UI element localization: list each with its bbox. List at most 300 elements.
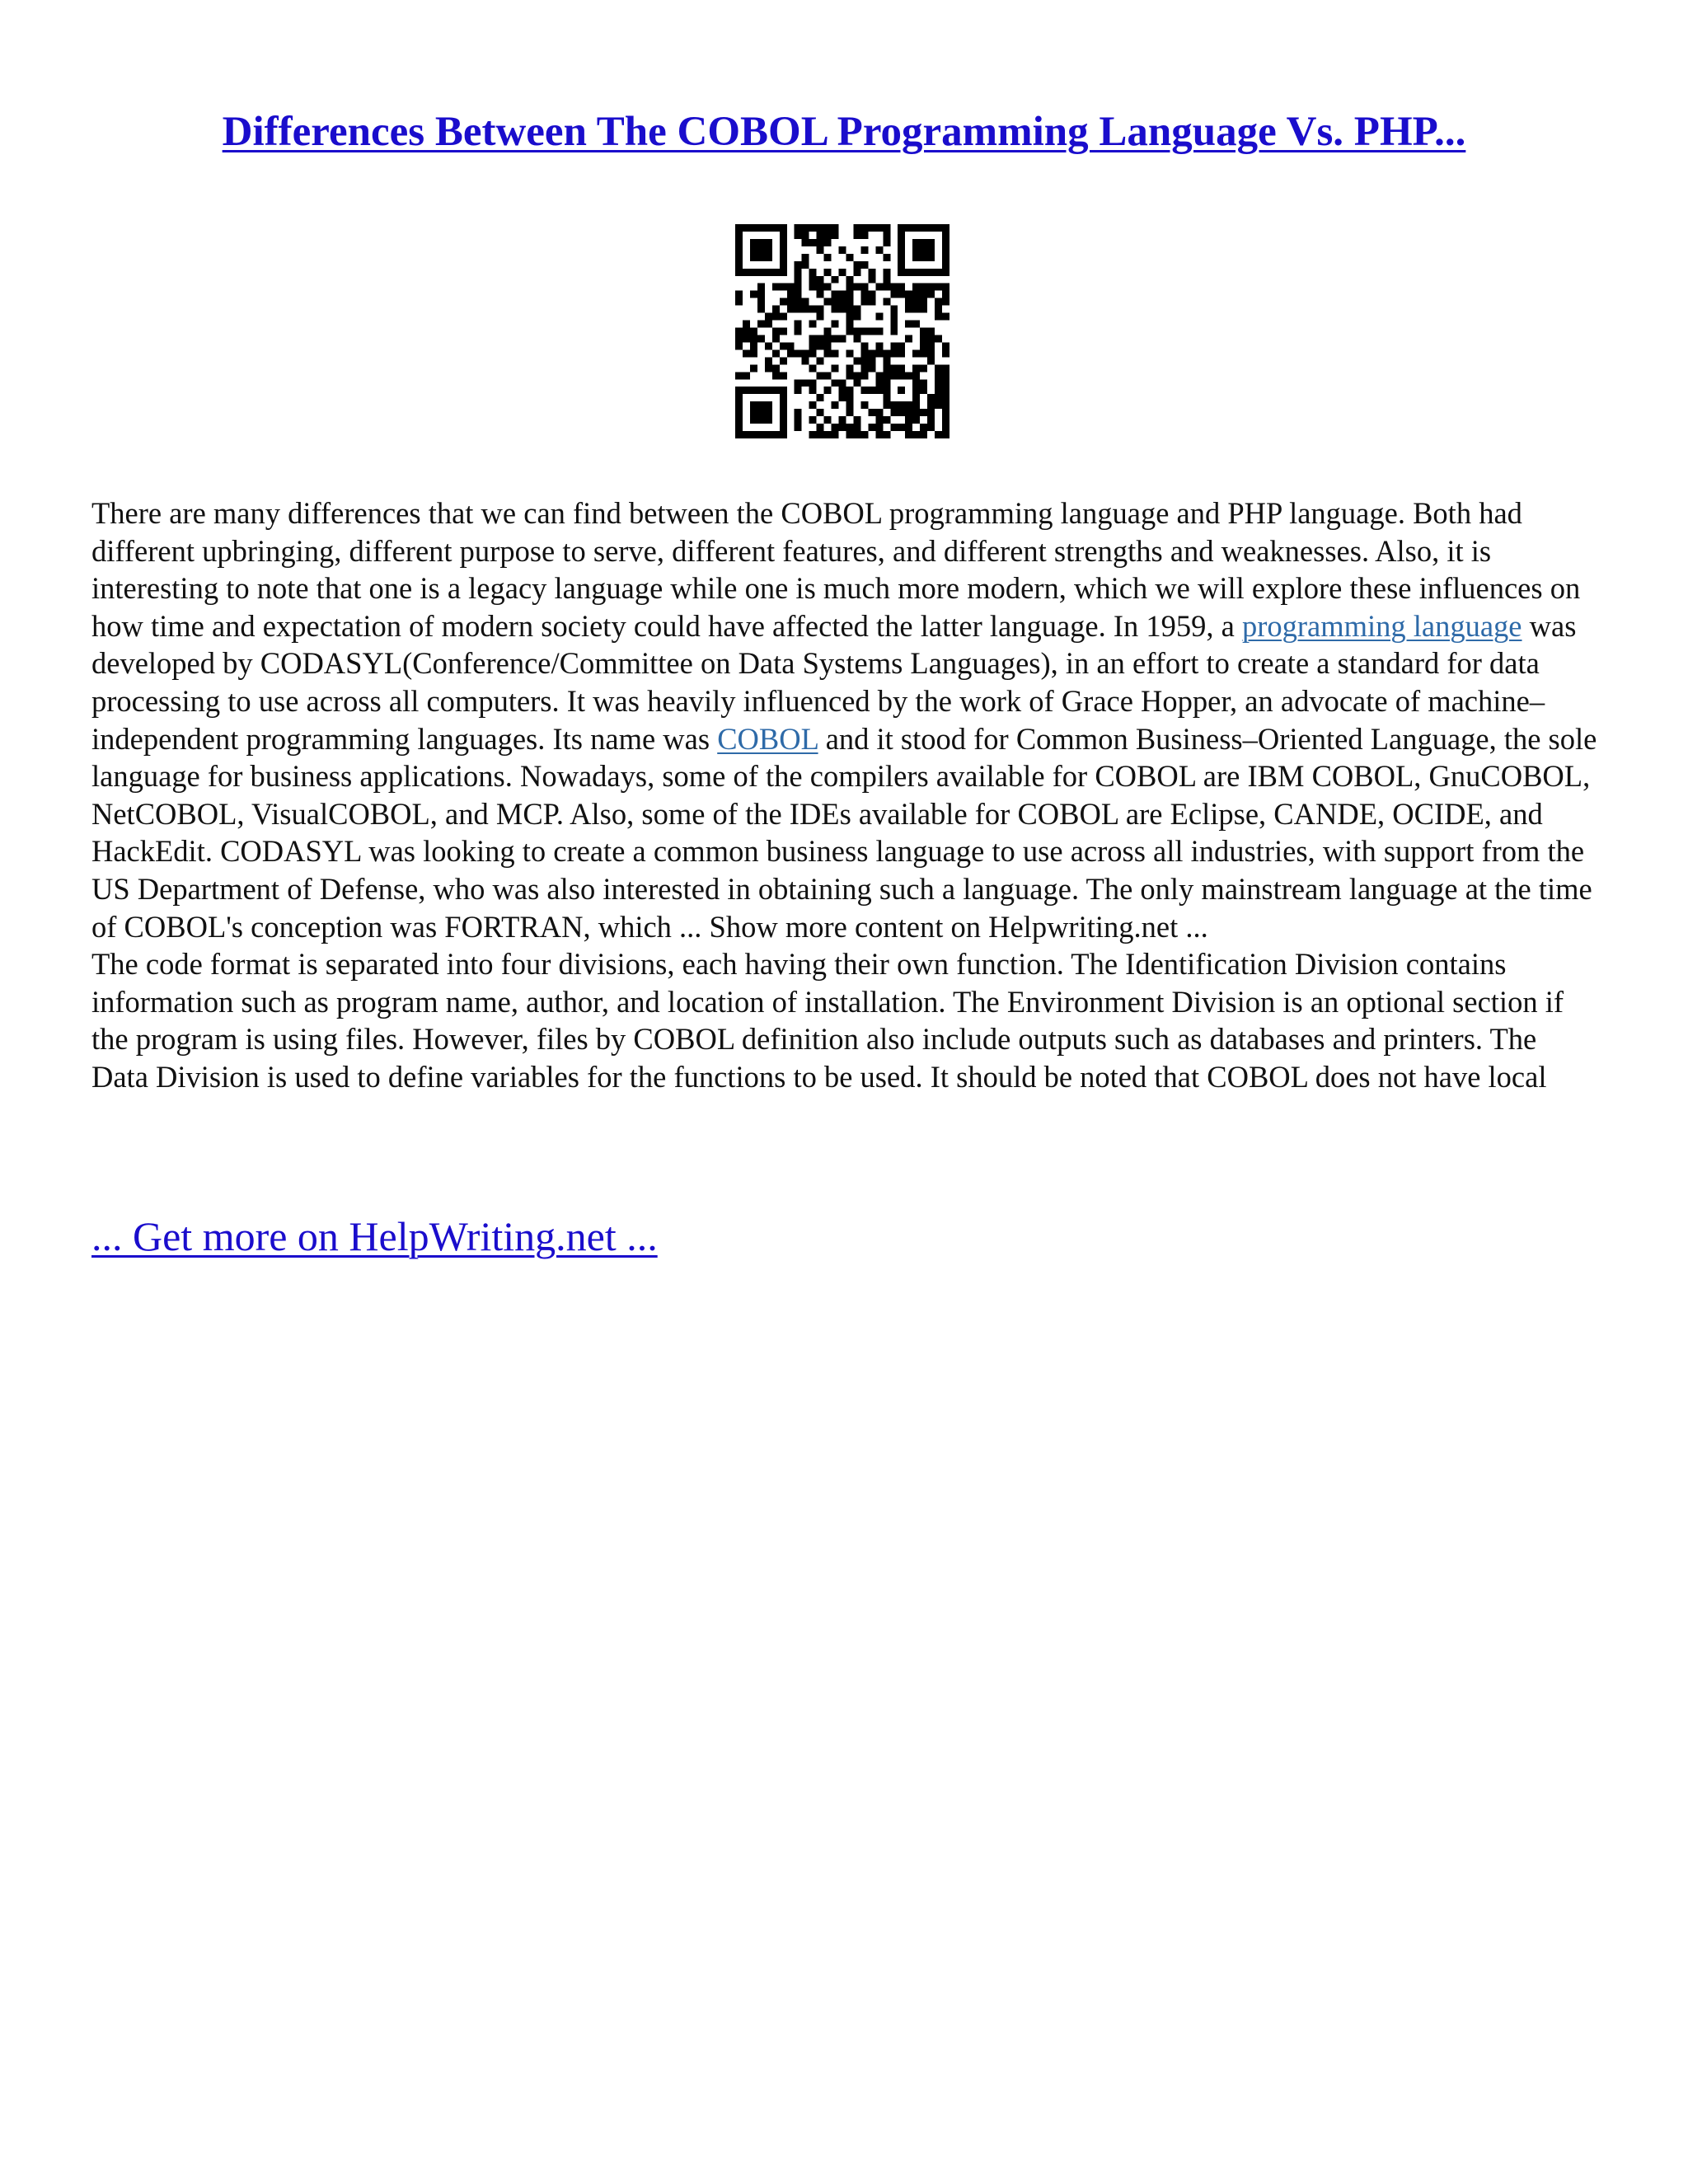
qr-module (890, 409, 898, 416)
qr-module (875, 424, 883, 431)
qr-module (802, 239, 809, 246)
qr-module (853, 261, 860, 269)
qr-module (795, 349, 802, 357)
qr-module (860, 328, 868, 335)
qr-module (839, 291, 846, 298)
qr-module (750, 401, 757, 409)
qr-module (750, 239, 757, 246)
qr-module (927, 269, 935, 276)
qr-module (743, 321, 750, 328)
qr-module (927, 291, 935, 298)
qr-module (824, 349, 832, 357)
qr-module (750, 431, 757, 438)
qr-module (832, 298, 839, 306)
qr-module (853, 313, 860, 321)
qr-module (853, 269, 860, 276)
title-link[interactable]: Differences Between The COBOL Programming Language Vs. PHP... (222, 109, 1466, 155)
qr-module (890, 349, 898, 357)
qr-module (757, 224, 765, 232)
qr-module (875, 379, 883, 387)
qr-module (750, 387, 757, 394)
qr-module (787, 298, 795, 306)
qr-module (743, 387, 750, 394)
qr-module (757, 246, 765, 254)
qr-module (890, 291, 898, 298)
qr-module (780, 254, 787, 261)
qr-module (912, 394, 920, 401)
qr-module (868, 328, 875, 335)
qr-module (795, 284, 802, 291)
qr-module (883, 364, 890, 372)
qr-module (735, 239, 743, 246)
qr-module (942, 349, 950, 357)
qr-module (735, 387, 743, 394)
qr-module (875, 284, 883, 291)
qr-module (868, 387, 875, 394)
qr-module (942, 246, 950, 254)
qr-module (772, 306, 780, 313)
qr-module (780, 357, 787, 364)
qr-module (832, 276, 839, 284)
qr-module (890, 401, 898, 409)
qr-module (743, 328, 750, 335)
qr-module (757, 335, 765, 342)
qr-module (942, 394, 950, 401)
qr-module (875, 328, 883, 335)
qr-module (942, 224, 950, 232)
qr-module (905, 372, 912, 379)
qr-module (817, 276, 824, 284)
qr-module (927, 335, 935, 342)
qr-module (757, 284, 765, 291)
qr-module (905, 335, 912, 342)
qr-module (839, 416, 846, 424)
qr-module (942, 232, 950, 239)
qr-module (832, 232, 839, 239)
qr-module (942, 409, 950, 416)
qr-module (795, 387, 802, 394)
qr-module (750, 342, 757, 349)
qr-module (839, 269, 846, 276)
qr-module (920, 328, 927, 335)
qr-module (824, 298, 832, 306)
qr-module (809, 342, 817, 349)
qr-module (875, 342, 883, 349)
qr-module (898, 401, 905, 409)
qr-module (853, 224, 860, 232)
qr-module (802, 261, 809, 269)
qr-module (905, 298, 912, 306)
qr-module (860, 431, 868, 438)
qr-module (809, 239, 817, 246)
qr-module (883, 349, 890, 357)
qr-module (898, 254, 905, 261)
qr-module (883, 224, 890, 232)
qr-module (920, 409, 927, 416)
qr-module (912, 291, 920, 298)
qr-module (860, 224, 868, 232)
qr-module (898, 409, 905, 416)
qr-module (898, 424, 905, 431)
qr-module (765, 357, 772, 364)
qr-module (757, 321, 765, 328)
qr-module (853, 306, 860, 313)
qr-module (912, 431, 920, 438)
qr-module (750, 291, 757, 298)
qr-module (942, 254, 950, 261)
qr-module (846, 321, 853, 328)
qr-module (920, 298, 927, 306)
qr-module (765, 313, 772, 321)
qr-module (735, 394, 743, 401)
qr-module (898, 387, 905, 394)
qr-module (832, 424, 839, 431)
qr-module (868, 224, 875, 232)
qr-module (780, 246, 787, 254)
qr-module (853, 431, 860, 438)
paragraph-1-text-c: and it stood for Common Business–Oriented Language, the sole language for business applications. Nowadays, some of the compilers available for COBOL are IBM COBOL, GnuCOBOL, NetCOBOL, VisualCOBOL, and MCP. Also, some of the IDEs available for COBOL are Eclipse, CANDE, OCIDE, and HackEdit. CODASYL was looking to create a common business language to use across all industries, with support from the US Department of Defense, who was also interested in obtaining such a language. The only mainstream language at the time of COBOL's conception was FORTRAN, which ... Show more content on Helpwriting.net ... (91, 721, 1597, 944)
qr-module (780, 313, 787, 321)
qr-module (898, 284, 905, 291)
qr-module (883, 401, 890, 409)
qr-module (787, 349, 795, 357)
qr-module (883, 254, 890, 261)
qr-module (795, 424, 802, 431)
qr-module (832, 379, 839, 387)
qr-module (942, 401, 950, 409)
qr-module (875, 224, 883, 232)
qr-module (735, 269, 743, 276)
qr-module (795, 261, 802, 269)
qr-module (846, 424, 853, 431)
qr-module (920, 291, 927, 298)
get-more-link[interactable]: ... Get more on HelpWriting.net ... (91, 1213, 658, 1259)
qr-module (787, 284, 795, 291)
qr-module (927, 246, 935, 254)
qr-module (809, 284, 817, 291)
qr-module (935, 394, 942, 401)
qr-module (942, 372, 950, 379)
qr-module (824, 284, 832, 291)
qr-module (802, 298, 809, 306)
qr-module (735, 416, 743, 424)
qr-module (780, 401, 787, 409)
qr-module (942, 342, 950, 349)
qr-module (787, 291, 795, 298)
qr-module (912, 246, 920, 254)
qr-module (839, 424, 846, 431)
qr-module (905, 401, 912, 409)
qr-module (824, 254, 832, 261)
qr-module (942, 261, 950, 269)
qr-module (935, 372, 942, 379)
qr-module (912, 284, 920, 291)
qr-module (772, 284, 780, 291)
qr-module (935, 401, 942, 409)
qr-module (839, 387, 846, 394)
qr-module (927, 424, 935, 431)
qr-module (795, 379, 802, 387)
qr-module (780, 239, 787, 246)
qr-module (824, 431, 832, 438)
qr-module (750, 269, 757, 276)
qr-module (772, 269, 780, 276)
qr-module (890, 284, 898, 291)
qr-module (868, 291, 875, 298)
qr-module (920, 379, 927, 387)
qr-module (890, 372, 898, 379)
qr-module (935, 269, 942, 276)
qr-module (920, 269, 927, 276)
qr-module (927, 357, 935, 364)
qr-module (839, 379, 846, 387)
qr-module (942, 387, 950, 394)
qr-module (757, 306, 765, 313)
qr-module (912, 364, 920, 372)
qr-module (824, 239, 832, 246)
qr-module (780, 328, 787, 335)
qr-module (905, 306, 912, 313)
qr-module (765, 269, 772, 276)
qr-module (839, 306, 846, 313)
qr-module (757, 416, 765, 424)
qr-module (750, 416, 757, 424)
qr-module (832, 224, 839, 232)
qr-module (817, 306, 824, 313)
qr-module (935, 313, 942, 321)
qr-module (860, 246, 868, 254)
qr-module (772, 349, 780, 357)
qr-module (860, 261, 868, 269)
qr-module (853, 379, 860, 387)
qr-module (795, 276, 802, 284)
qr-module (912, 379, 920, 387)
qr-module (920, 254, 927, 261)
qr-module (743, 224, 750, 232)
qr-module (853, 335, 860, 342)
get-more-link-container (91, 1212, 658, 1261)
qr-module (802, 379, 809, 387)
qr-module (832, 306, 839, 313)
qr-module (824, 342, 832, 349)
qr-module (860, 401, 868, 409)
qr-module (920, 224, 927, 232)
qr-module (750, 328, 757, 335)
qr-module (905, 291, 912, 298)
qr-module (942, 364, 950, 372)
qr-module (860, 372, 868, 379)
qr-module (795, 416, 802, 424)
qr-module (735, 246, 743, 254)
qr-module (735, 261, 743, 269)
qr-module (772, 372, 780, 379)
qr-module (824, 232, 832, 239)
qr-module (875, 416, 883, 424)
qr-module (802, 224, 809, 232)
qr-module (809, 349, 817, 357)
qr-module (920, 284, 927, 291)
qr-module (868, 424, 875, 431)
qr-module (757, 401, 765, 409)
qr-module (912, 372, 920, 379)
qr-module (942, 298, 950, 306)
qr-module (780, 342, 787, 349)
qr-module (846, 394, 853, 401)
qr-module (824, 224, 832, 232)
qr-module (832, 364, 839, 372)
qr-module (942, 431, 950, 438)
qr-module (735, 342, 743, 349)
qr-module (942, 379, 950, 387)
qr-module (824, 387, 832, 394)
qr-module (846, 372, 853, 379)
qr-module (750, 246, 757, 254)
qr-module (875, 246, 883, 254)
qr-module (802, 254, 809, 261)
qr-module (817, 284, 824, 291)
qr-module (912, 349, 920, 357)
qr-module (735, 372, 743, 379)
qr-module (846, 349, 853, 357)
qr-module (927, 254, 935, 261)
qr-module (772, 387, 780, 394)
qr-module (927, 349, 935, 357)
qr-module (795, 409, 802, 416)
qr-module (765, 254, 772, 261)
qr-module (942, 284, 950, 291)
qr-module (875, 349, 883, 357)
qr-module (912, 387, 920, 394)
qr-module (780, 431, 787, 438)
qr-module (898, 261, 905, 269)
qr-module (853, 424, 860, 431)
qr-module (809, 306, 817, 313)
qr-module (780, 416, 787, 424)
qr-module (942, 239, 950, 246)
qr-module (912, 321, 920, 328)
programming-language-link[interactable]: programming language (1241, 608, 1522, 643)
qr-module (846, 276, 853, 284)
qr-module (920, 364, 927, 372)
qr-module (780, 424, 787, 431)
qr-module (795, 232, 802, 239)
qr-module (860, 232, 868, 239)
qr-module (942, 424, 950, 431)
qr-module (883, 431, 890, 438)
qr-module (765, 342, 772, 349)
qr-module (780, 224, 787, 232)
qr-module (853, 416, 860, 424)
qr-module (875, 431, 883, 438)
qr-module (795, 328, 802, 335)
qr-module (883, 416, 890, 424)
qr-module (935, 364, 942, 372)
qr-module (875, 313, 883, 321)
qr-module (912, 306, 920, 313)
qr-module (765, 224, 772, 232)
qr-module (780, 298, 787, 306)
qr-module (765, 431, 772, 438)
qr-module (809, 387, 817, 394)
qr-module (898, 232, 905, 239)
qr-module (905, 269, 912, 276)
qr-module (905, 321, 912, 328)
qr-module (927, 342, 935, 349)
qr-module (890, 364, 898, 372)
qr-module (846, 298, 853, 306)
qr-module (927, 239, 935, 246)
qr-module (757, 431, 765, 438)
qr-module (824, 269, 832, 276)
qr-module (875, 409, 883, 416)
qr-module (817, 357, 824, 364)
qr-module (868, 349, 875, 357)
qr-module (817, 232, 824, 239)
qr-module (935, 335, 942, 342)
qr-module (809, 321, 817, 328)
qr-module (905, 224, 912, 232)
qr-module (890, 342, 898, 349)
qr-module (890, 321, 898, 328)
qr-module (883, 357, 890, 364)
qr-module (883, 232, 890, 239)
qr-module (868, 269, 875, 276)
qr-module (750, 364, 757, 372)
page-title (0, 105, 1688, 158)
qr-module (898, 246, 905, 254)
qr-module (765, 246, 772, 254)
qr-module (860, 357, 868, 364)
qr-module (912, 298, 920, 306)
qr-module (809, 269, 817, 276)
qr-module (817, 424, 824, 431)
qr-module (765, 416, 772, 424)
qr-module (735, 298, 743, 306)
qr-module (898, 239, 905, 246)
qr-module (743, 431, 750, 438)
qr-module (927, 394, 935, 401)
qr-module (772, 328, 780, 335)
qr-module (750, 254, 757, 261)
cobol-link[interactable]: COBOL (717, 721, 818, 756)
qr-module (912, 239, 920, 246)
qr-module (817, 431, 824, 438)
qr-module (824, 416, 832, 424)
qr-module (824, 372, 832, 379)
qr-module (780, 409, 787, 416)
qr-module (860, 387, 868, 394)
qr-module (817, 239, 824, 246)
qr-module (795, 306, 802, 313)
qr-module (765, 409, 772, 416)
qr-module (942, 416, 950, 424)
qr-module (772, 364, 780, 372)
qr-module (883, 372, 890, 379)
paragraph-1-text-b: was developed by CODASYL(Conference/Committee on Data Systems Languages), in an effort to create a standard for data processing to use across all computers. It was heavily influenced by the work of Grace Hopper, an advocate of machine–independent programming languages. Its name was (91, 608, 1577, 756)
qr-module (817, 372, 824, 379)
qr-module (868, 409, 875, 416)
qr-module (935, 306, 942, 313)
qr-code-icon (735, 224, 950, 438)
qr-module (898, 372, 905, 379)
qr-module (750, 335, 757, 342)
qr-module (890, 313, 898, 321)
qr-module (905, 409, 912, 416)
qr-module (757, 291, 765, 298)
qr-module (839, 335, 846, 342)
qr-module (912, 409, 920, 416)
qr-module (935, 379, 942, 387)
